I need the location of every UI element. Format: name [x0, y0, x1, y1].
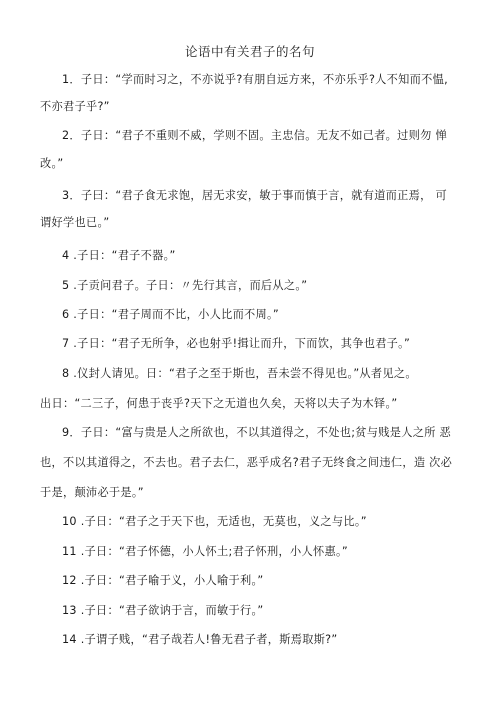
- document-title: 论语中有关君子的名句: [184, 44, 315, 59]
- entry-7-line-1: 7 .子日：“君子无所争，必也射乎!揖让而升，下而饮，其争也君子。”: [62, 337, 411, 350]
- entry-1-line-1: 1．子日：“学而时习之，不亦说乎?有朋自远方来，不亦乐乎?人不知而不愠,: [62, 73, 448, 86]
- entry-5-line-1: 5 .子贡问君子。子日：〃先行其言，而后从之。”: [62, 279, 308, 292]
- entry-14-line-1: 14 .子谓子贱，“君子哉若人!鲁无君子者，斯焉取斯?”: [62, 633, 338, 646]
- entry-13-line-1: 13 .子日：“君子欲讷于言，而敏于行。”: [62, 604, 264, 617]
- entry-8-line-2: 出日：“二三子，何患于丧乎?天下之无道也久矣，天将以夫子为木铎。”: [40, 397, 398, 410]
- entry-2-line-1: 2．子日：“君子不重则不威，学则不固。主忠信。无友不如己者。过则勿 惮: [62, 129, 447, 142]
- entry-2-line-2: 改。”: [40, 157, 64, 170]
- entry-3-line-2: 谓好学也已。”: [40, 216, 110, 229]
- entry-1-line-2: 不亦君子乎?”: [40, 100, 110, 113]
- entry-3-line-1: 3．子曰：“君子食无求饱，居无求安，敏于事而慎于言，就有道而正焉， 可: [62, 189, 447, 202]
- entry-10-line-1: 10 .子日：“君子之于天下也，无适也，无莫也，义之与比。”: [62, 515, 367, 528]
- entry-12-line-1: 12 .子日：“君子喻于义，小人喻于利。”: [62, 574, 264, 587]
- entry-4-line-1: 4 .子日：“君子不器。”: [62, 249, 176, 262]
- entry-6-line-1: 6 .子日：“君子周而不比，小人比而不周。”: [62, 308, 280, 321]
- entry-11-line-1: 11 .子日：“君子怀德，小人怀土;君子怀刑，小人怀惠。”: [62, 545, 348, 558]
- entry-9-line-2: 也，不以其道得之，不去也。君子去仁，恶乎成名?君子无终食之间违仁，造 次必: [40, 456, 453, 469]
- entry-9-line-1: 9．子日：“富与贵是人之所欲也，不以其道得之，不处也;贫与贱是人之所 恶: [62, 426, 452, 439]
- entry-8-line-1: 8 .仪封人请见。日：“君子之至于斯也，吾未尝不得见也。”从者见之。: [62, 367, 417, 380]
- entry-9-line-3: 于是，颠沛必于是。”: [40, 486, 144, 499]
